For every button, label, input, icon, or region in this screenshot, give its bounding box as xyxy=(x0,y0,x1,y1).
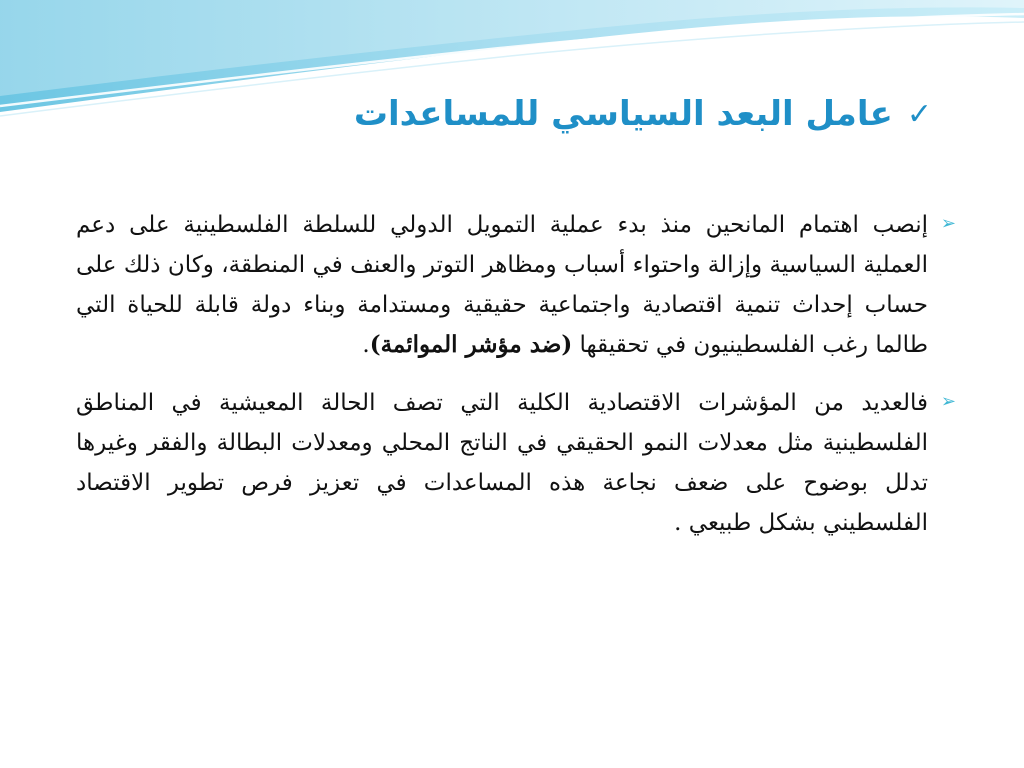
bullet-body-text: فالعديد من المؤشرات الاقتصادية الكلية التي تصف الحالة المعيشية في المناطق الفلسطينية مثل معدلات النمو الحقيقي في الناتج المحلي ومعدلات البطالة والفقر وغيرها تدلل بوضوح على ضعف نجاعة هذه المساعدات في تعزيز فرص تطوير الاقتصاد الفلسطيني بشكل طبيعي . xyxy=(76,390,928,536)
arrow-bullet-icon: ➢ xyxy=(940,391,956,412)
slide-title-row xyxy=(354,96,932,133)
arrow-bullet-icon: ➢ xyxy=(940,213,956,234)
checkmark-icon: ✓ xyxy=(906,96,932,132)
bullet-emphasis-text: (ضد مؤشر الموائمة) xyxy=(369,331,573,358)
slide-body xyxy=(76,205,956,561)
bullet-item xyxy=(76,205,956,365)
bullet-tail-text: . xyxy=(362,332,370,358)
bullet-text xyxy=(76,383,928,543)
bullet-item xyxy=(76,383,956,543)
bullet-body-text: إنصب اهتمام المانحين منذ بدء عملية التمويل الدولي للسلطة الفلسطينية على دعم العملية السياسية وإزالة واحتواء أسباب ومظاهر التوتر والعنف في المنطقة، وكان ذلك على حساب إحداث تنمية اقتصادية واجتماعية حقيقية ومستدامة وبناء دولة قابلة للحياة التي طالما رغب الفلسطينيون في تحقيقها xyxy=(76,212,928,358)
slide-title: عامل البعد السياسي للمساعدات xyxy=(353,94,893,134)
bullet-text xyxy=(76,205,928,365)
